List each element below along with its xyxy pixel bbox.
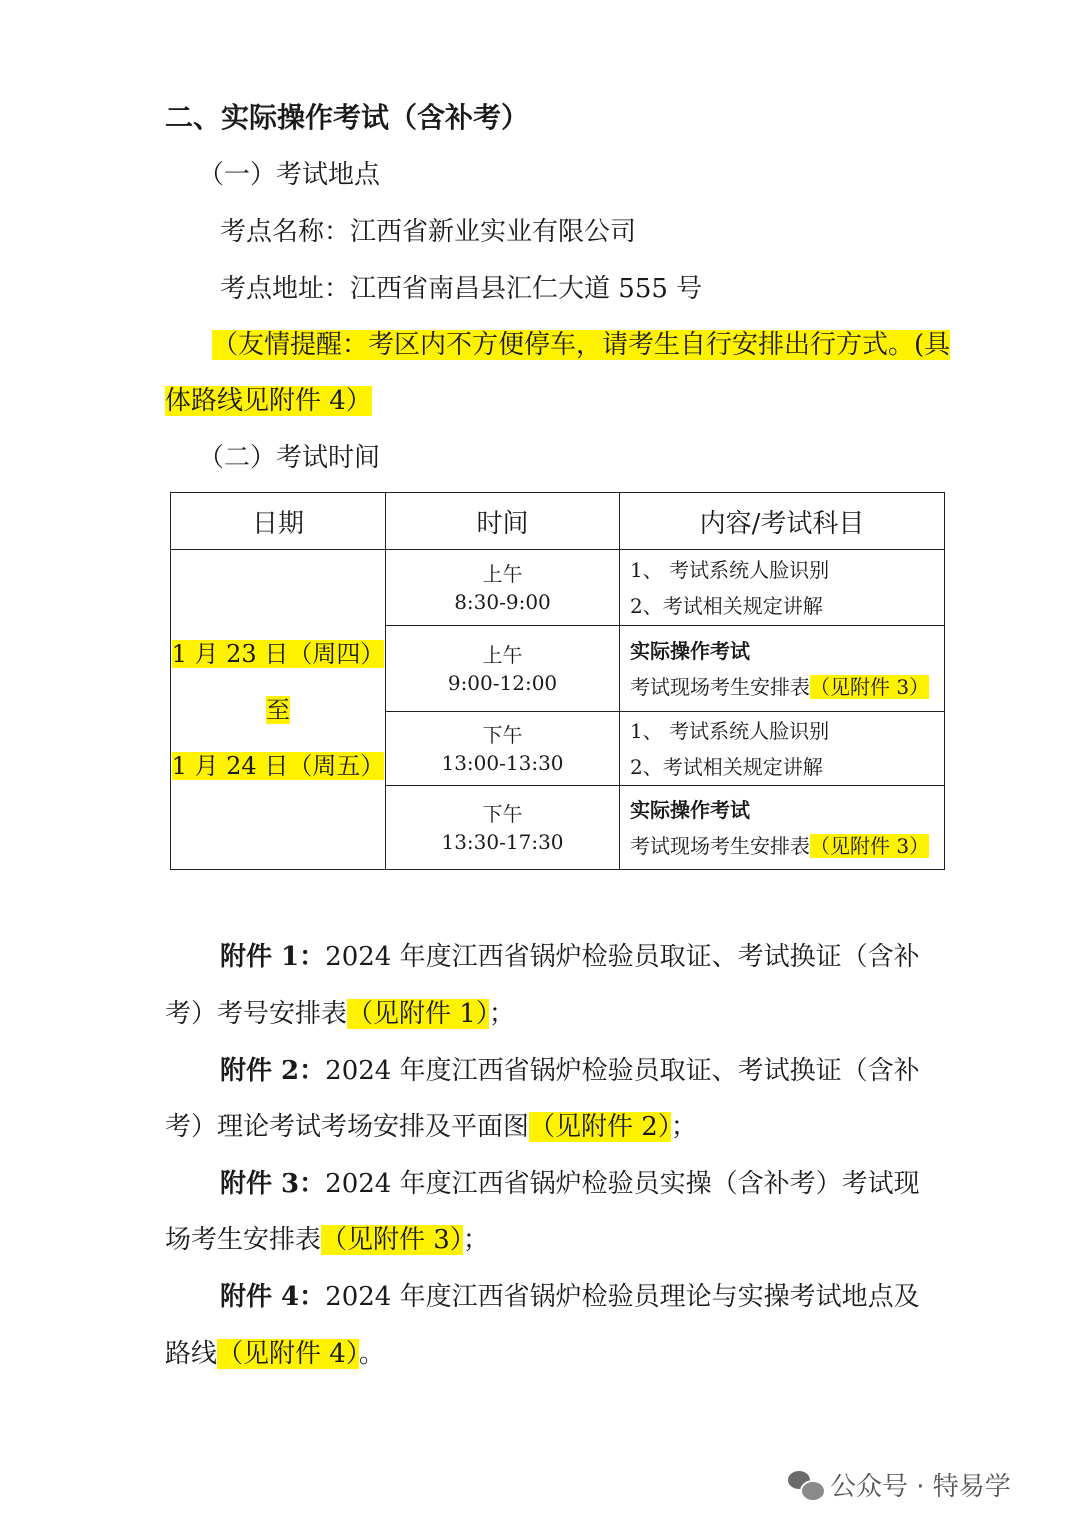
section-title: 二、实际操作考试（含补考）: [165, 101, 530, 134]
attachment-text: 考）考号安排表: [165, 999, 348, 1029]
location-heading: （一）考试地点: [198, 160, 381, 190]
attachment-end: ；: [488, 999, 515, 1029]
time-heading: （二）考试时间: [198, 443, 381, 473]
time-cell: [386, 712, 620, 786]
content-line1: 实际操作考试: [630, 638, 750, 663]
reminder-text-1: （友情提醒：考区内不方便停车，请考生自行安排出行方式。(具: [212, 330, 951, 360]
attachment-text: 2024 年度江西省锅炉检验员理论与实操考试地点及: [325, 1282, 920, 1312]
date-to: 至: [266, 695, 290, 724]
reminder-text-2: 体路线见附件 4）: [165, 386, 372, 416]
exam-site-address: [220, 269, 702, 309]
content-line2: 2、考试相关规定讲解: [630, 593, 823, 618]
attachment-ref: （见附件 3）: [810, 674, 930, 699]
period: 上午: [482, 561, 523, 586]
attachment-ref: （见附件 4）: [217, 1339, 359, 1369]
time-cell: [386, 786, 620, 870]
attachment-text: 2024 年度江西省锅炉检验员取证、考试换证（含补: [325, 942, 920, 972]
attachment-ref: （见附件 3）: [810, 833, 930, 858]
time-range: 8:30-9:00: [454, 589, 551, 614]
watermark-text: 公众号 · 特易学: [830, 1472, 1011, 1502]
attachment-text: 考）理论考试考场安排及平面图: [165, 1112, 530, 1142]
attachment-text: 2024 年度江西省锅炉检验员实操（含补考）考试现: [325, 1169, 920, 1199]
attachment-4-line1: [220, 1277, 920, 1317]
date-end: 1 月 24 日（周五）: [171, 751, 385, 780]
time-cell: [386, 550, 620, 626]
reminder-line-2: [165, 381, 372, 421]
time-cell: [386, 626, 620, 712]
content-cell: [620, 626, 945, 712]
attachment-ref: （见附件 3）: [321, 1225, 463, 1255]
period: 下午: [482, 801, 523, 826]
header-time: 时间: [386, 493, 620, 550]
time-range: 13:30-17:30: [441, 829, 564, 854]
attachment-ref: （见附件 2）: [529, 1112, 671, 1142]
watermark: [788, 1466, 1011, 1503]
content-line1: 1、 考试系统人脸识别: [630, 557, 830, 582]
content-cell: [620, 786, 945, 870]
date-cell: [171, 550, 386, 870]
content-line2: 考试现场考生安排表: [630, 674, 810, 699]
attachment-text: 2024 年度江西省锅炉检验员取证、考试换证（含补: [325, 1056, 920, 1086]
attachment-2-line1: [220, 1051, 920, 1091]
attachment-3-line2: [165, 1220, 489, 1260]
content-line2: 考试现场考生安排表: [630, 833, 810, 858]
period: 下午: [482, 722, 523, 747]
schedule-table: [170, 492, 945, 870]
attachment-label: 附件 2：: [220, 1056, 326, 1086]
date-start: 1 月 23 日（周四）: [171, 639, 385, 668]
name-value: 江西省新业实业有限公司: [350, 217, 637, 247]
name-label: 考点名称：: [220, 217, 351, 247]
attachment-2-line2: [165, 1107, 697, 1147]
attachment-label: 附件 1：: [220, 942, 326, 972]
reminder-line-1: [212, 325, 950, 365]
content-line1: 1、 考试系统人脸识别: [630, 718, 830, 743]
attachment-1-line1: [220, 937, 920, 977]
content-cell: [620, 712, 945, 786]
header-content: 内容/考试科目: [620, 493, 945, 550]
content-line1: 实际操作考试: [630, 797, 750, 822]
attachment-1-line2: [165, 994, 515, 1034]
attachment-label: 附件 3：: [220, 1169, 326, 1199]
address-value: 江西省南昌县汇仁大道 555 号: [350, 274, 703, 304]
content-line2: 2、考试相关规定讲解: [630, 754, 823, 779]
address-label: 考点地址：: [220, 274, 351, 304]
period: 上午: [482, 642, 523, 667]
attachment-end: ；: [670, 1112, 697, 1142]
attachment-4-line2: [165, 1334, 385, 1374]
attachment-ref: （见附件 1）: [347, 999, 489, 1029]
time-range: 9:00-12:00: [447, 670, 558, 695]
time-range: 13:00-13:30: [441, 750, 564, 775]
attachment-text: 路线: [165, 1339, 218, 1369]
attachment-3-line1: [220, 1164, 920, 1204]
table-row: [171, 550, 945, 626]
attachment-end: 。: [358, 1339, 385, 1369]
exam-site-name: [220, 212, 636, 252]
header-date: 日期: [171, 493, 386, 550]
wechat-icon: [788, 1471, 822, 1499]
content-cell: [620, 550, 945, 626]
table-header-row: [171, 493, 945, 550]
attachment-end: ；: [462, 1225, 489, 1255]
attachment-label: 附件 4：: [220, 1282, 326, 1312]
attachment-text: 场考生安排表: [165, 1225, 322, 1255]
